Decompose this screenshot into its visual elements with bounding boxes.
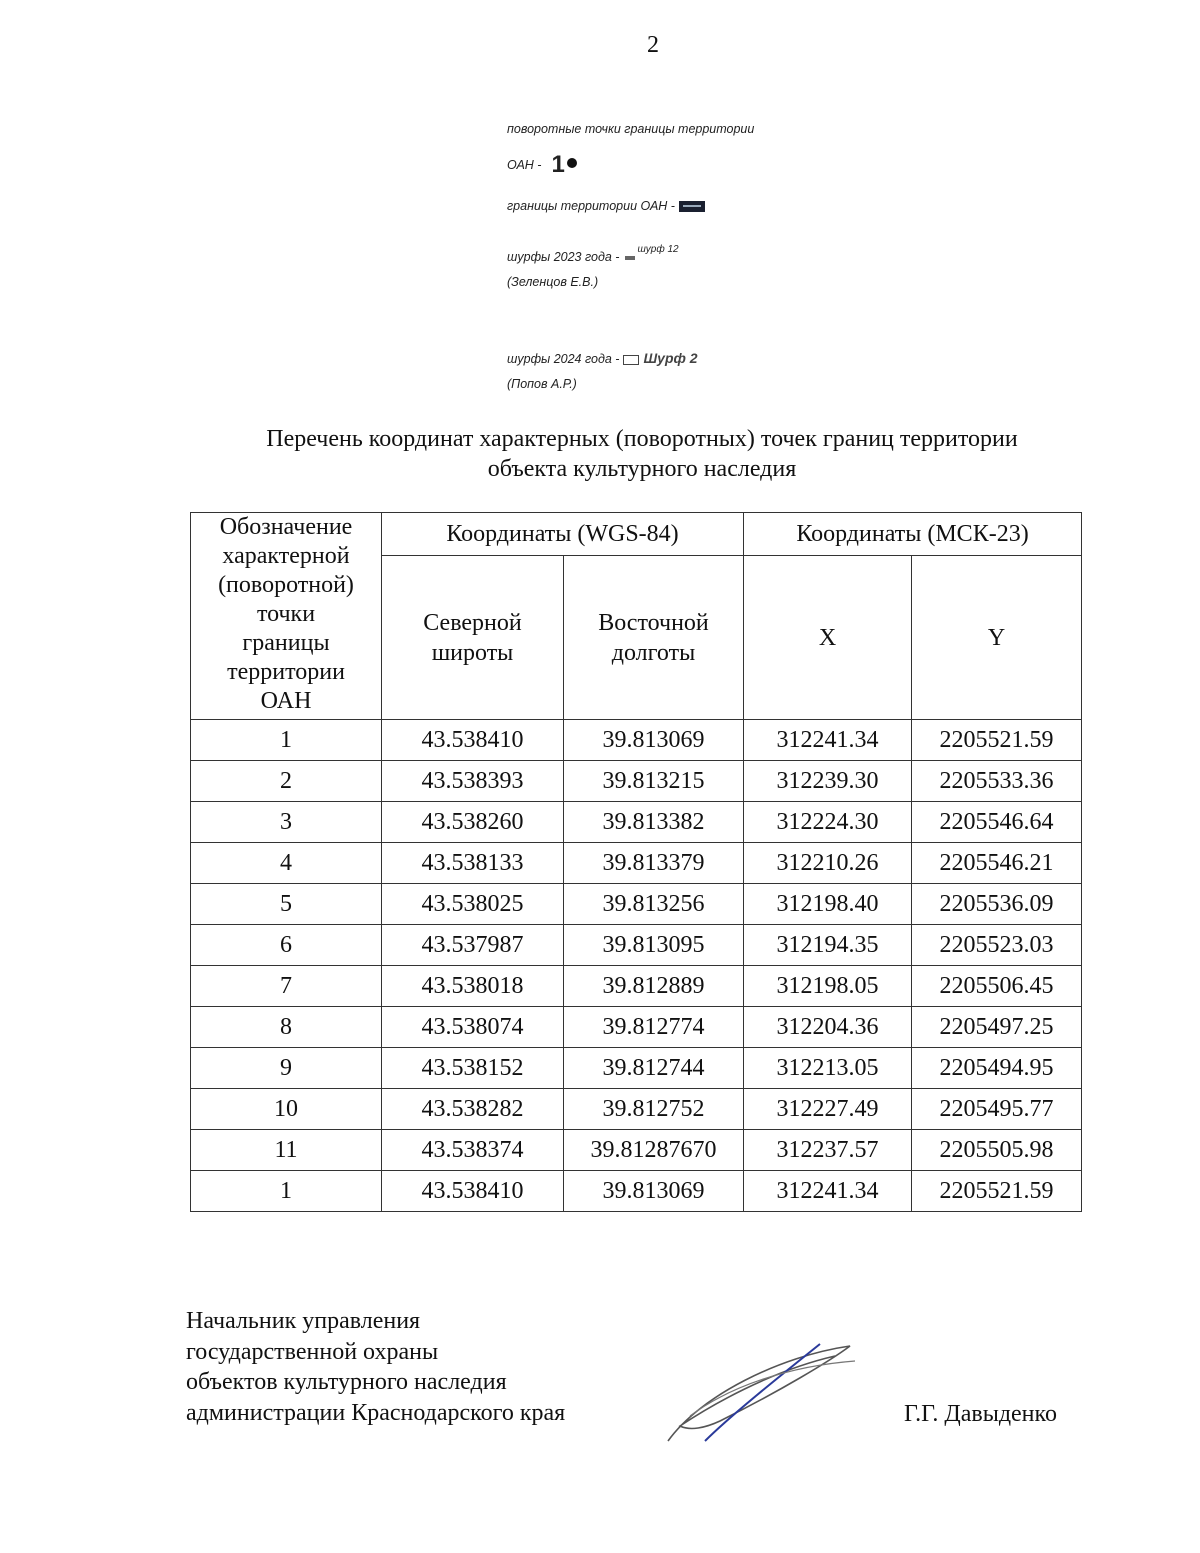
designation-header	[191, 513, 382, 720]
legend-points-row	[507, 148, 577, 176]
x-coordinate-cell: 312241.34	[744, 720, 912, 761]
point-number-cell: 4	[191, 843, 382, 884]
east-header-line: Восточной	[598, 609, 709, 636]
x-coordinate-cell: 312213.05	[744, 1048, 912, 1089]
designation-header-line: границы	[242, 630, 330, 656]
legend-boundary-row	[507, 199, 705, 213]
y-coordinate-cell: 2205523.03	[912, 925, 1082, 966]
table-row	[191, 802, 1082, 843]
designation-header-line: ОАН	[260, 688, 312, 714]
y-coordinate-cell: 2205494.95	[912, 1048, 1082, 1089]
signer-title-line: администрации Краснодарского края	[186, 1399, 566, 1426]
legend-pits-2023-label: шурфы 2023 года -	[507, 250, 620, 264]
east-longitude-cell: 39.812889	[564, 966, 744, 1007]
y-coordinate-cell: 2205546.21	[912, 843, 1082, 884]
point-number-cell: 11	[191, 1130, 382, 1171]
signer-name: Г.Г. Давыденко	[904, 1401, 1057, 1427]
north-latitude-cell: 43.538282	[382, 1089, 564, 1130]
north-latitude-cell: 43.538374	[382, 1130, 564, 1171]
x-coordinate-cell: 312237.57	[744, 1130, 912, 1171]
point-number-cell: 7	[191, 966, 382, 1007]
handwritten-signature	[660, 1336, 860, 1448]
turning-point-dot-icon	[567, 158, 577, 168]
signature-block	[186, 1306, 565, 1428]
legend-points-label-line2: ОАН -	[507, 158, 542, 172]
point-number-cell: 1	[191, 1171, 382, 1212]
x-coordinate-cell: 312198.05	[744, 966, 912, 1007]
y-coordinate-cell: 2205505.98	[912, 1130, 1082, 1171]
boundary-line-icon	[679, 201, 705, 212]
x-coordinate-cell: 312227.49	[744, 1089, 912, 1130]
east-header-line: долготы	[611, 639, 696, 666]
y-coordinate-cell: 2205533.36	[912, 761, 1082, 802]
table-row	[191, 1089, 1082, 1130]
y-coordinate-cell: 2205506.45	[912, 966, 1082, 1007]
designation-header-line: точки	[256, 601, 316, 627]
east-longitude-header	[564, 556, 744, 720]
legend-pits-2023-row	[507, 244, 679, 264]
north-latitude-cell: 43.538152	[382, 1048, 564, 1089]
east-longitude-cell: 39.813382	[564, 802, 744, 843]
table-title-line2: объекта культурного наследия	[487, 456, 797, 482]
east-longitude-cell: 39.812744	[564, 1048, 744, 1089]
designation-header-line: территории	[227, 659, 345, 685]
legend-pits-2024-author: (Попов А.Р.)	[507, 377, 577, 391]
legend-pits-2024-row	[507, 350, 698, 366]
north-latitude-header	[382, 556, 564, 720]
pit-2023-icon	[625, 256, 635, 260]
table-row	[191, 843, 1082, 884]
east-longitude-cell: 39.812752	[564, 1089, 744, 1130]
y-header: Y	[912, 556, 1082, 720]
table-row	[191, 925, 1082, 966]
designation-header-line: (поворотной)	[218, 572, 354, 598]
pit-2024-symbol-label: Шурф 2	[643, 350, 698, 366]
north-latitude-cell: 43.538018	[382, 966, 564, 1007]
north-latitude-cell: 43.538133	[382, 843, 564, 884]
north-latitude-cell: 43.537987	[382, 925, 564, 966]
x-header: X	[744, 556, 912, 720]
point-number-cell: 1	[191, 720, 382, 761]
legend-pits-2024-label: шурфы 2024 года -	[507, 352, 620, 366]
designation-header-line: характерной	[222, 543, 350, 569]
north-latitude-cell: 43.538074	[382, 1007, 564, 1048]
east-longitude-cell: 39.813069	[564, 720, 744, 761]
x-coordinate-cell: 312194.35	[744, 925, 912, 966]
legend-points-label-line1: поворотные точки границы территории	[507, 122, 755, 136]
north-header-line: широты	[431, 639, 514, 666]
signer-title-line: объектов культурного наследия	[186, 1369, 507, 1395]
table-row	[191, 966, 1082, 1007]
point-number-cell: 6	[191, 925, 382, 966]
x-coordinate-cell: 312241.34	[744, 1171, 912, 1212]
east-longitude-cell: 39.813069	[564, 1171, 744, 1212]
signer-title-line: Начальник управления	[186, 1308, 421, 1334]
table-row	[191, 884, 1082, 925]
east-longitude-cell: 39.813379	[564, 843, 744, 884]
point-number-cell: 10	[191, 1089, 382, 1130]
point-number-cell: 2	[191, 761, 382, 802]
turning-point-symbol-number: 1	[551, 151, 565, 178]
east-longitude-cell: 39.813256	[564, 884, 744, 925]
east-longitude-cell: 39.812774	[564, 1007, 744, 1048]
pit-2024-icon	[623, 355, 639, 365]
north-latitude-cell: 43.538410	[382, 1171, 564, 1212]
north-header-line: Северной	[423, 609, 522, 636]
table-body	[191, 720, 1082, 1212]
y-coordinate-cell: 2205546.64	[912, 802, 1082, 843]
east-longitude-cell: 39.813095	[564, 925, 744, 966]
north-latitude-cell: 43.538393	[382, 761, 564, 802]
page-number: 2	[647, 32, 659, 58]
msk23-header: Координаты (МСК-23)	[744, 513, 1082, 556]
designation-header-line: Обозначение	[219, 514, 353, 540]
signer-title-line: государственной охраны	[186, 1338, 439, 1365]
x-coordinate-cell: 312204.36	[744, 1007, 912, 1048]
east-longitude-cell: 39.813215	[564, 761, 744, 802]
legend-pits-2023-author: (Зеленцов Е.В.)	[507, 275, 599, 289]
legend-boundary-label: границы территории ОАН -	[507, 199, 675, 213]
y-coordinate-cell: 2205521.59	[912, 1171, 1082, 1212]
table-title-line1: Перечень координат характерных (поворотных) точек границ территории	[266, 426, 1018, 452]
east-longitude-cell: 39.81287670	[564, 1130, 744, 1171]
point-number-cell: 5	[191, 884, 382, 925]
wgs84-header: Координаты (WGS-84)	[382, 513, 744, 556]
x-coordinate-cell: 312210.26	[744, 843, 912, 884]
table-title	[200, 424, 1084, 484]
pit-2023-symbol-label: шурф 12	[637, 244, 679, 255]
north-latitude-cell: 43.538260	[382, 802, 564, 843]
table-row	[191, 720, 1082, 761]
table-row	[191, 761, 1082, 802]
y-coordinate-cell: 2205536.09	[912, 884, 1082, 925]
point-number-cell: 9	[191, 1048, 382, 1089]
point-number-cell: 8	[191, 1007, 382, 1048]
table-row	[191, 1007, 1082, 1048]
y-coordinate-cell: 2205497.25	[912, 1007, 1082, 1048]
point-number-cell: 3	[191, 802, 382, 843]
table-row	[191, 1171, 1082, 1212]
coordinates-table	[190, 512, 1082, 1212]
table-row	[191, 1048, 1082, 1089]
x-coordinate-cell: 312239.30	[744, 761, 912, 802]
y-coordinate-cell: 2205521.59	[912, 720, 1082, 761]
north-latitude-cell: 43.538025	[382, 884, 564, 925]
x-coordinate-cell: 312198.40	[744, 884, 912, 925]
x-coordinate-cell: 312224.30	[744, 802, 912, 843]
table-row	[191, 1130, 1082, 1171]
y-coordinate-cell: 2205495.77	[912, 1089, 1082, 1130]
north-latitude-cell: 43.538410	[382, 720, 564, 761]
